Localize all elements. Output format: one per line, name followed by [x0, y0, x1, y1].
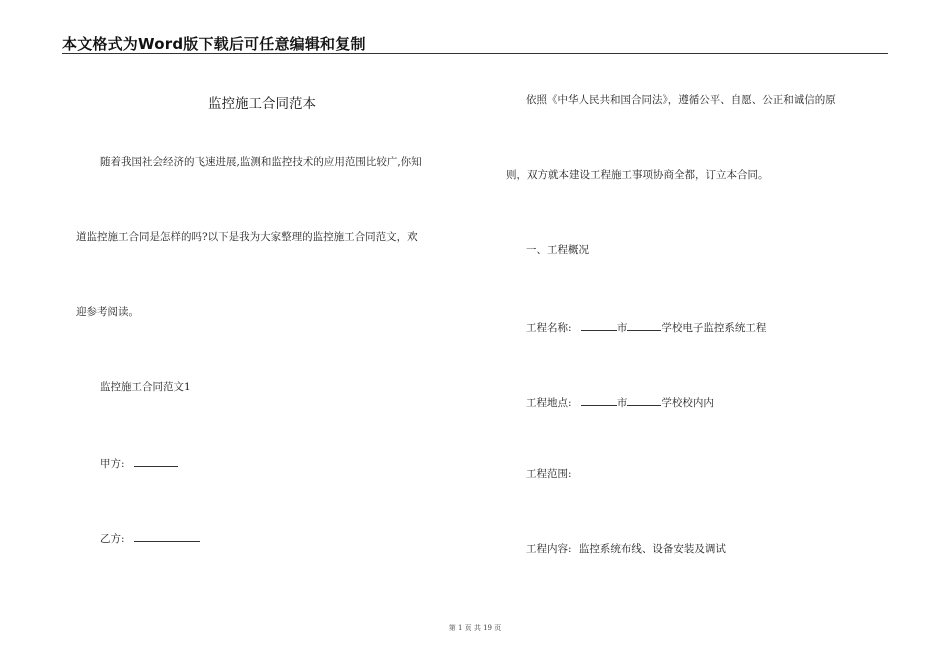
project-location-city-blank	[581, 395, 617, 406]
project-name-city-blank	[581, 320, 617, 331]
project-content-line	[526, 544, 726, 555]
section-heading-overview: 一、工程概况	[526, 244, 589, 256]
project-name-city-suffix: 市	[616, 322, 628, 334]
project-scope-line	[526, 469, 572, 480]
party-b-line	[100, 531, 200, 545]
party-b-blank	[134, 531, 200, 542]
project-location-label: 工程地点:	[526, 397, 572, 409]
party-a-line	[100, 456, 178, 470]
sample-heading: 监控施工合同范文1	[100, 381, 191, 393]
project-location-school-blank	[627, 395, 661, 406]
party-a-blank	[134, 456, 178, 467]
intro-line-1: 随着我国社会经济的飞速进展,监测和监控技术的应用范围比较广,你知	[100, 156, 422, 168]
project-content-value: 监控系统布线、设备安装及调试	[578, 543, 726, 555]
document-title: 监控施工合同范本	[208, 96, 316, 112]
document-banner: 本文格式为Word版下载后可任意编辑和复制	[62, 35, 366, 53]
project-location-line	[526, 395, 714, 409]
project-scope-label: 工程范围:	[526, 468, 572, 480]
project-location-suffix: 学校校内内	[661, 397, 714, 409]
intro-line-3: 迎参考阅读。	[76, 306, 139, 318]
project-name-line	[526, 320, 766, 334]
project-name-suffix: 学校电子监控系统工程	[661, 322, 767, 334]
page-footer: 第 1 页 共 19 页	[448, 624, 502, 632]
party-a-label: 甲方:	[100, 458, 125, 470]
basis-line-2: 则，双方就本建设工程施工事项协商全都，订立本合同。	[506, 169, 769, 181]
party-b-label: 乙方:	[100, 533, 125, 545]
project-content-label: 工程内容:	[526, 543, 572, 555]
project-name-label: 工程名称:	[526, 322, 572, 334]
project-name-school-blank	[627, 320, 661, 331]
header-divider	[62, 53, 888, 54]
intro-line-2: 道监控施工合同是怎样的吗?以下是我为大家整理的监控施工合同范文，欢	[76, 231, 418, 243]
basis-line-1: 依照《中华人民共和国合同法》，遵循公平、自愿、公正和诚信的原	[526, 94, 836, 106]
project-location-city-suffix: 市	[616, 397, 628, 409]
